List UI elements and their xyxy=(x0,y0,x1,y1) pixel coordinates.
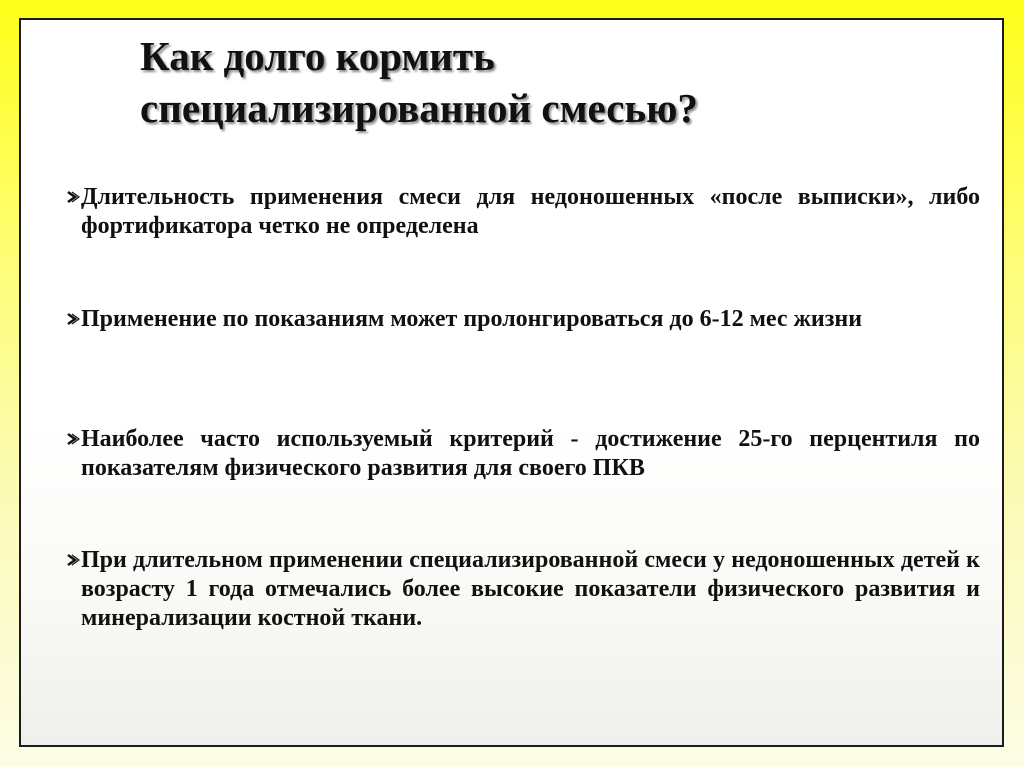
chevron-right-icon xyxy=(66,552,80,568)
slide-title xyxy=(140,30,698,134)
chevron-right-icon xyxy=(66,431,80,447)
bullet-item xyxy=(66,305,980,334)
chevron-right-icon xyxy=(66,189,80,205)
bullet-text: Длительность применения смеси для недоношенных «после выписки», либо фортификатора четко не определена xyxy=(81,184,980,239)
bullet-text: Применение по показаниям может пролонгироваться до 6-12 мес жизни xyxy=(81,306,863,332)
bullet-text: Наиболее часто используемый критерий - достижение 25-го перцентиля по показателям физического развития для своего ПКВ xyxy=(81,426,980,481)
bullet-text: При длительном применении специализированной смеси у недоношенных детей к возрасту 1 года отмечались более высокие показатели физического развития и минерализации костной ткани. xyxy=(81,547,980,631)
slide-title-line-2: специализированной смесью? xyxy=(140,85,698,131)
bullet-item xyxy=(66,546,980,633)
chevron-right-icon xyxy=(66,311,80,327)
bullet-item xyxy=(66,425,980,483)
slide-title-line-1: Как долго кормить xyxy=(140,33,495,79)
bullet-item xyxy=(66,183,980,241)
